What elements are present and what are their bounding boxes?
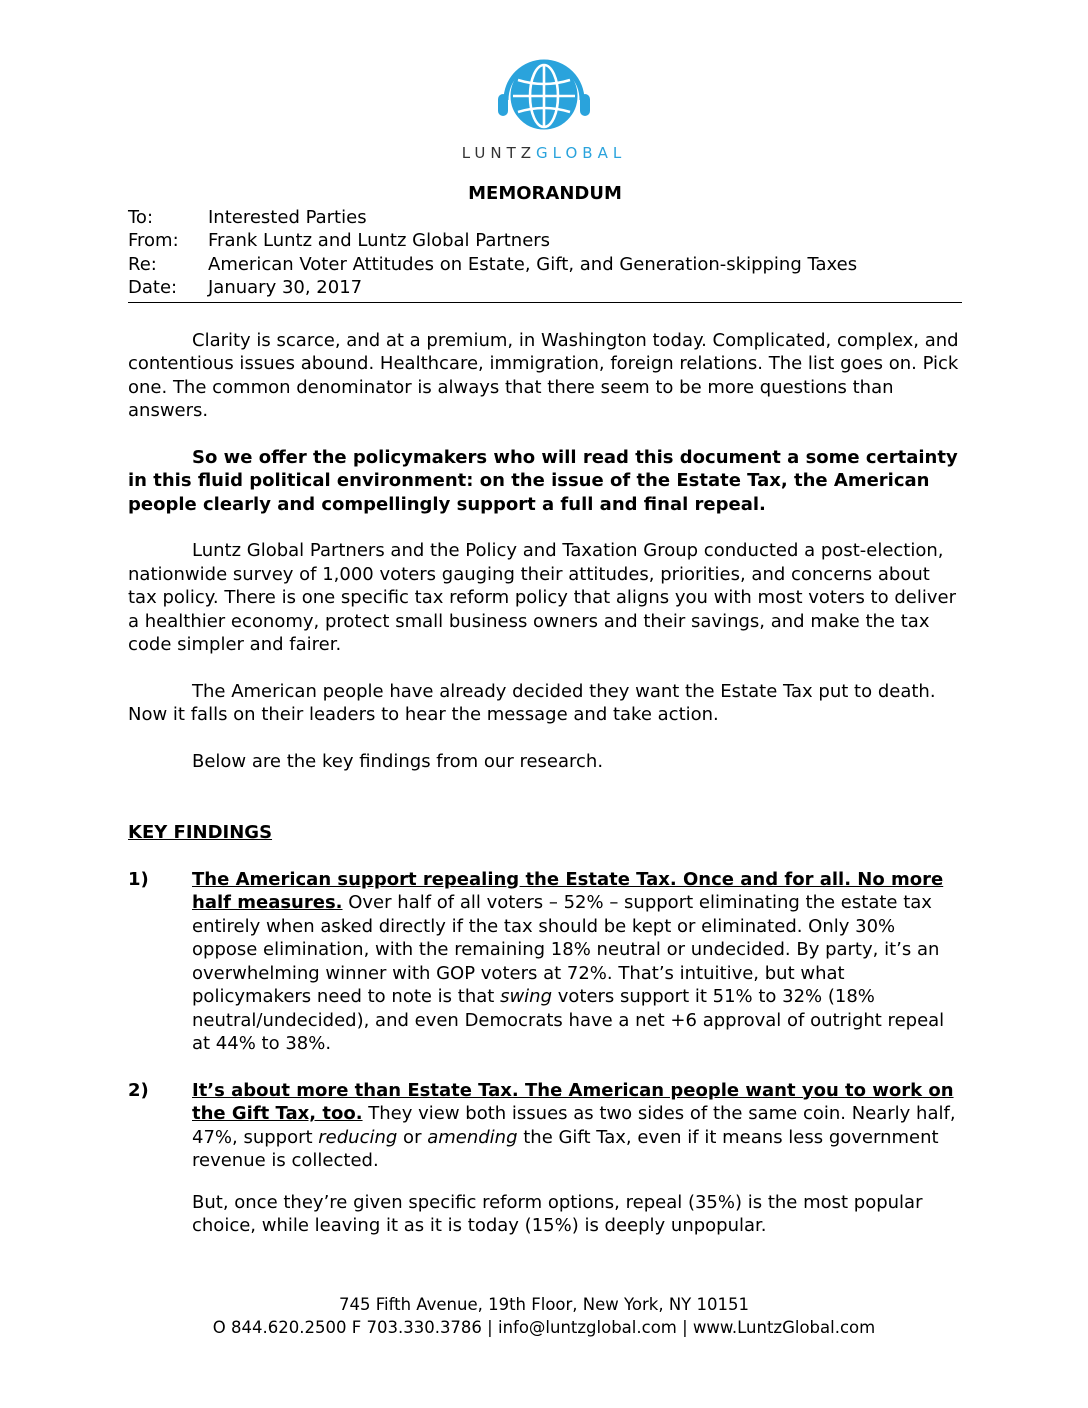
finding-text-part: They view both issues as two sides of the same coin. Nearly half, 47%, support (192, 1103, 956, 1148)
memo-page (128, 182, 962, 1238)
logo-wordmark (0, 144, 1088, 162)
thesis-paragraph: So we offer the policymakers who will read this document a some certainty in this fluid political environment: on the issue of the Estate Tax, the American people clearly and compellingly support a full and final repeal. (128, 446, 958, 515)
finding-2-followup: But, once they’re given specific reform options, repeal (35%) is the most popular choice, while leaving it as it is today (15%) is deeply unpopular. (192, 1191, 923, 1236)
header-to-row (128, 206, 962, 230)
finding-text-part: voters support it 51% to 32% (18% neutral/undecided), and even Democrats have a net +6 approval of outright repeal at 44% to 38%. (192, 986, 945, 1054)
finding-emphasis: amending (427, 1126, 518, 1148)
header-date-row (128, 276, 962, 300)
from-label: From: (128, 230, 179, 251)
finding-item-2 (128, 1079, 962, 1173)
finding-text (192, 868, 962, 1056)
footer-address: 745 Fifth Avenue, 19th Floor, New York, NY 10151 (338, 1295, 749, 1314)
finding-text-part: Over half of all voters – 52% – support eliminating the estate tax entirely when asked directly if the tax should be kept or eliminated. Only 30% oppose elimination, with the remaining 18% neutral or undecided. By party, it’s an overwhelming winner with GOP voters at 72%. That’s intuitive, but what policymakers need to note is that (192, 892, 940, 1007)
to-value: Interested Parties (208, 206, 367, 228)
finding-heading: The American support repealing the Estate Tax. Once and for all. No more half measures. (192, 868, 944, 913)
intro-paragraph: Clarity is scarce, and at a premium, in Washington today. Complicated, complex, and contentious issues abound. Healthcare, immigration, foreign relations. The list goes on. Pick one. The common denominator is always that there seem to be more questions than answers. (128, 329, 959, 421)
to-label: To: (128, 206, 154, 228)
finding-heading: It’s about more than Estate Tax. The American people want you to work on the Gift Tax, too. (192, 1079, 954, 1124)
findings-intro-paragraph: Below are the key findings from our research. (192, 750, 604, 772)
finding-emphasis: swing (500, 986, 552, 1007)
footer-contact: O 844.620.2500 F 703.330.3786 | info@luntzglobal.com | www.LuntzGlobal.com (212, 1318, 876, 1337)
finding-text-part: the Gift Tax, even if it means less government revenue is collected. (192, 1126, 939, 1171)
footer (0, 1293, 1088, 1339)
logo (0, 50, 1088, 162)
decision-paragraph: The American people have already decided they want the Estate Tax put to death. Now it falls on their leaders to hear the message and take action. (128, 680, 936, 725)
header-from-row (128, 229, 962, 253)
date-value: January 30, 2017 (208, 277, 363, 298)
finding-number: 2) (128, 1079, 149, 1101)
finding-text-part: or (397, 1126, 428, 1148)
re-label: Re: (128, 253, 157, 275)
memo-title: MEMORANDUM (468, 183, 622, 204)
survey-paragraph: Luntz Global Partners and the Policy and Taxation Group conducted a post-election, nationwide survey of 1,000 voters gauging their attitudes, priorities, and concerns about tax policy. There is one specific tax reform policy that aligns you with most voters to deliver a healthier economy, protect small business owners and their savings, and make the tax code simpler and fairer. (128, 540, 956, 655)
logo-word-luntz: LUNTZ (461, 144, 537, 162)
finding-item-1 (128, 868, 962, 1056)
date-label: Date: (128, 277, 178, 298)
finding-number: 1) (128, 868, 149, 890)
memo-header (128, 206, 962, 303)
header-re-row (128, 253, 962, 277)
re-value: American Voter Attitudes on Estate, Gift, and Generation-skipping Taxes (208, 253, 858, 275)
logo-word-global: GLOBAL (536, 144, 627, 162)
finding-text (192, 1079, 962, 1173)
key-findings-heading: KEY FINDINGS (128, 822, 273, 843)
globe-headphones-icon (492, 50, 596, 136)
from-value: Frank Luntz and Luntz Global Partners (208, 230, 551, 251)
finding-emphasis: reducing (318, 1126, 398, 1148)
